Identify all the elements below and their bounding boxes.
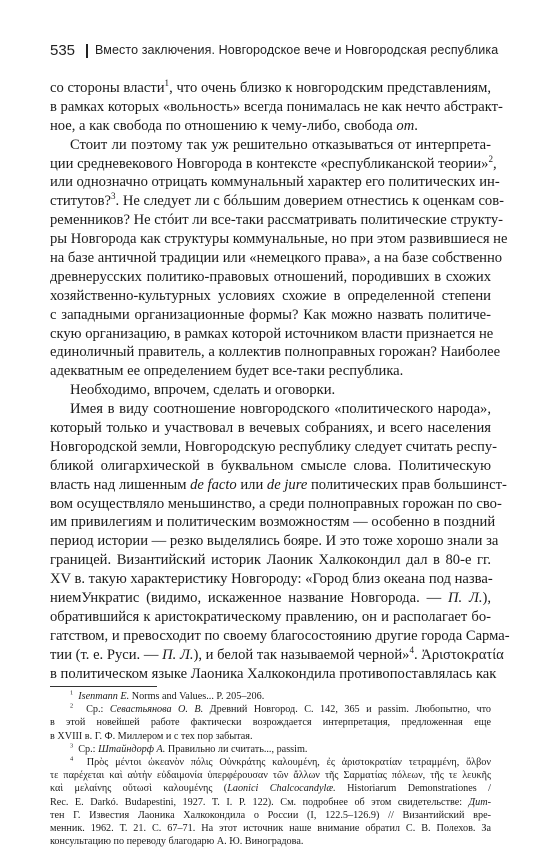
text-line: в политическом языке Лаоника Халкокондила противопоставлялась как [50,665,497,682]
text-line: древнерусских политико-правовых отношений, породивших в схожих [50,268,491,285]
text-line: Имея в виду соотношение новгородского «политического народа», [70,401,491,418]
running-title: Вместо заключения. Новгородское вече и Новгородская республика [95,43,499,57]
paragraph [50,136,508,382]
text-line: тии (т. е. Руси. — П. Л.), и белой так называемой черной»$^4$. Ἀριστοκρατία [50,644,504,663]
text-line: скую организацию, в рамках которой источником власти признается не [50,325,494,342]
paragraph [50,78,503,136]
text-line: ное, а как свобода по отношению к чему-либо, свобода от. [50,117,418,134]
text-line: единоличный правитель, а коллектив полноправных горожан? Наиболее [50,344,501,361]
footnote [50,756,491,848]
text-line: в рамках которых «вольность» всегда понималась не как нечто абстракт- [50,98,503,115]
text-line: ры Новгорода как структуры коммунальные, но при этом развившиеся не [50,231,508,248]
text-line: Необходимо, впрочем, сделать и оговорки. [70,382,336,399]
footnote-line: консультацию по переводу благодарю А. Ю. Виноградова. [50,836,304,848]
footnote-line: Rec. E. Darkó. Budapestini, 1927. T. I. P. 122). См. подробнее об этом свидетельстве: Дит- [50,796,491,808]
page-number: 535 [50,42,76,59]
footnote-line: $^2$ Ср.: Севастьянова О. В. Древний Новгород. С. 142, 365 и passim. Любопытно, что [70,702,491,716]
footnote-line: в XVIII в. Г. Ф. Миллером и с тех пор забытая. [50,730,253,742]
footnote-line: $^1$ Isenmann E. Norms and Values... P. 205–206. [70,689,265,702]
header-divider [86,44,88,58]
footnote [50,743,491,756]
footnote [50,703,491,743]
text-line: им привилегиям и политическим возможностям — особенно в поздний [50,514,496,531]
footnote-line: в этой новейшей работе фактически возрождается интерпретация, предложенная еще [50,717,491,729]
text-line: ции средневекового Новгорода в контексте «республиканской теории»$^2$, [50,153,497,172]
text-line: гатством, и превосходит по своему благосостоянию другие города Сарма- [50,627,510,644]
text-line: со стороны власти$^1$, что очень близко к новгородским представлениям, [50,78,491,96]
text-line: период истории — резко выделялись бояре. И это тоже хорошо знали за [50,533,499,550]
main-text [50,78,510,684]
text-line: ременников? Не стóит ли все-таки рассматривать политические структу- [50,212,504,229]
text-line: Новгородской земли, Новгородскую республику следует считать респу- [50,438,497,455]
text-line: Стоит ли поэтому так уж решительно отказываться от интерпрета- [70,136,491,153]
text-line: власть над лишенным de facto или de jure политических прав большинст- [50,476,507,493]
footnote-line: менник. 1962. Т. 21. С. 67–71. На этот источник наше внимание обратил С. В. Полехов. За [50,822,491,834]
text-line: адекватным ее определением будет все-таки республика. [50,363,404,380]
paragraph [50,381,491,400]
text-line: обратившийся к аристократическому правлению, он и располагает бо- [50,608,491,625]
text-line: или однозначно отрицать коммунальный характер его политических ин- [50,174,500,191]
footnote-line: $^4$ Πρὸς μέντοι ὠκεανὸν πόλις Οὐνκράτης καλουμένη, ἐς ἀριστοκρατίαν τετραμμένη, ὄλβον [70,755,491,768]
text-line: на базе античной традиции или «немецкого права», а на базе собственно [50,250,503,267]
footnote-line: тен Г. Известия Лаоника Халкокондила о России (I, 122.5–126.9) // Византийский вре- [50,809,491,821]
footnote-separator [50,686,157,687]
text-line: хозяйственно-культурных условиях схожие в определенной степени [50,287,491,304]
footnotes [50,690,491,848]
text-line: вом осуществляло меньшинство, а среди полноправных горожан по сво- [50,495,502,512]
text-line: который только и участвовал в вечевых собраниях, и всего населения [50,420,491,437]
text-line: границей. Византийский историк Лаоник Халкокондил дал в 80-е гг. [50,552,491,569]
footnote-line: καὶ μελαίνης οὕτωσὶ καλουμένης (Laonici Chalcocandylæ. Historiarum Demonstrationes / [50,783,491,795]
text-line: ниемУнкратис (видимо, искаженное название Новгорода. — П. Л.), [50,590,491,607]
text-line: бликой олигархической в буквальном смысле слова. Политическую [50,457,491,474]
paragraph [50,400,510,683]
footnote [50,690,491,703]
running-header [50,42,499,64]
footnote-line: $^3$ Ср.: Штайндорф А. Правильно ли считать..., passim. [70,742,308,755]
text-line: XV в. такую характеристику Новгороду: «Город близ океана под назва- [50,571,493,588]
footnote-line: τε παρέχεται καὶ αὐτὴν εὐδαιμονία ὑπερφέρουσαν τῶν ἄλλων τῆς Σαρματίας πόλεων, τῆς τε λευκῆς [50,770,491,782]
text-line: ститутов?$^3$. Не следует ли с бóльшим доверием отнестись к оценкам сов- [50,191,504,210]
text-line: с западными организационные формы? Как можно назвать политиче- [50,306,491,323]
